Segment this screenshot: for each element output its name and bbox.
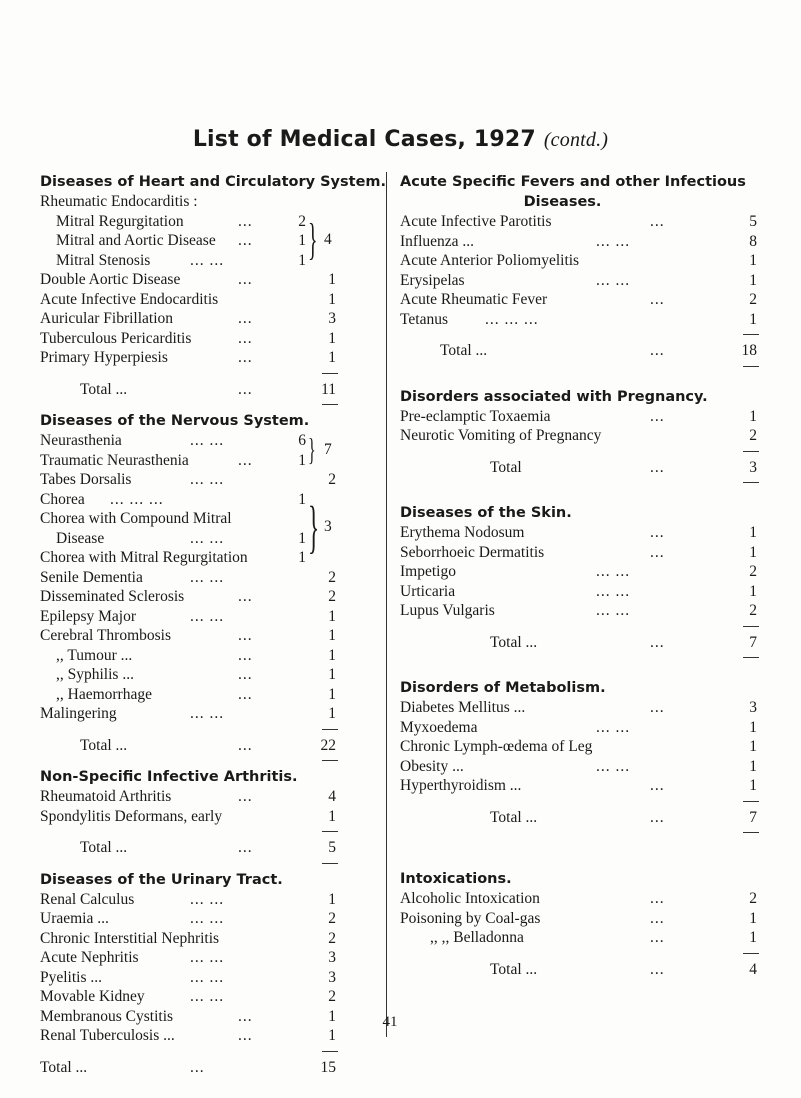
total-row: Total ... ... 7 — [490, 808, 757, 826]
subheading: Rheumatic Endocarditis : — [40, 193, 198, 210]
section-heading: Acute Specific Fevers and other Infectious — [400, 174, 746, 190]
list-item: Membranous Cystitis ... 1 — [40, 1007, 336, 1025]
list-item: Tetanus ... ... ... 1 — [400, 310, 757, 328]
list-item: Chorea ... ... ... 1 — [40, 490, 306, 508]
list-item: Chronic Interstitial Nephritis 2 — [40, 929, 336, 947]
total-row: Total ... ... 15 — [40, 1058, 336, 1076]
list-item: Primary Hyperpiesis ... 1 — [40, 349, 336, 366]
list-item: Acute Anterior Poliomyelitis 1 — [400, 252, 757, 269]
total-row: Total ... ... 7 — [490, 633, 757, 651]
list-item: Movable Kidney ... ... 2 — [40, 988, 336, 1005]
section-heading: Diseases of the Urinary Tract. — [40, 871, 283, 888]
rule — [400, 827, 765, 839]
list-item: Chronic Lymph-œdema of Leg 1 — [400, 738, 757, 755]
list-item: Traumatic Neurasthenia ... 1 — [40, 451, 306, 469]
list-item: Seborrhoeic Dermatitis ... 1 — [400, 543, 757, 561]
rule — [40, 755, 380, 767]
rule — [40, 399, 380, 411]
title-main: List of Medical Cases, 1927 — [192, 127, 536, 152]
section-heading: Non-Specific Infective Arthritis. — [40, 769, 298, 785]
list-item: Influenza ... ... ... 8 — [400, 232, 757, 250]
brace: } — [308, 214, 318, 264]
list-item: Myxoedema ... ... 1 — [400, 718, 757, 736]
list-item: Diabetes Mellitus ... ... 3 — [400, 699, 757, 716]
rule — [400, 477, 765, 489]
list-item: Acute Nephritis ... ... 3 — [40, 949, 336, 966]
list-item: Acute Infective Parotitis ... 5 — [400, 213, 757, 230]
section-heart — [40, 172, 387, 411]
list-item: Lupus Vulgaris ... ... 2 — [400, 602, 757, 619]
rule — [400, 329, 765, 341]
grouped-rows — [40, 212, 380, 271]
list-item: Disseminated Sclerosis ... 2 — [40, 588, 336, 605]
list-item: Chorea with Compound Mitral — [40, 510, 232, 527]
grouped-rows — [40, 490, 380, 568]
list-item: Disease ... ... 1 — [56, 529, 306, 547]
brace: } — [308, 493, 320, 559]
list-item: Pyelitis ... ... ... 3 — [40, 968, 336, 986]
section-fevers — [400, 172, 765, 373]
section-heading: Diseases of Heart and Circulatory System. — [40, 174, 387, 190]
section-heading: Disorders associated with Pregnancy. — [400, 388, 708, 405]
list-item: Hyperthyroidism ... ... 1 — [400, 777, 757, 794]
section-heading: Diseases of the Skin. — [400, 505, 572, 521]
page-title — [0, 127, 801, 152]
section-metabolism — [400, 678, 765, 839]
group-total: 7 — [324, 441, 332, 458]
list-item: Renal Tuberculosis ... ... 1 — [40, 1027, 336, 1044]
rule — [400, 361, 765, 373]
list-item: ,, ,, Belladonna ... 1 — [430, 929, 757, 946]
group-total: 4 — [324, 230, 332, 248]
list-item: ,, Haemorrhage ... 1 — [56, 685, 336, 703]
rule — [400, 446, 765, 458]
section-heading: Intoxications. — [400, 871, 512, 887]
list-item: Alcoholic Intoxication ... 2 — [400, 890, 757, 907]
list-item: Senile Dementia ... ... 2 — [40, 568, 336, 586]
rule — [40, 368, 380, 380]
title-contd: (contd.) — [543, 129, 609, 151]
list-item: Mitral Stenosis ... ... 1 — [56, 251, 306, 269]
section-arthritis — [40, 767, 380, 870]
total-row: Total ... ... 22 — [80, 736, 336, 754]
total-row: Total ... ... 5 — [80, 839, 336, 856]
brace: } — [308, 431, 316, 467]
page-number: 41 — [382, 1014, 398, 1030]
list-item: Cerebral Thrombosis ... 1 — [40, 627, 336, 644]
list-item: ,, Tumour ... ... 1 — [56, 646, 336, 664]
list-item: Malingering ... ... 1 — [40, 705, 336, 722]
rule — [400, 948, 765, 960]
list-item: Mitral Regurgitation ... 2 — [56, 212, 306, 230]
list-item: Chorea with Mitral Regurgitation 1 — [40, 549, 306, 566]
total-row: Total ... ... 4 — [490, 960, 757, 978]
section-pregnancy — [400, 387, 765, 490]
list-item: Tuberculous Pericarditis ... 1 — [40, 329, 336, 347]
section-skin — [400, 503, 765, 664]
section-heading-cont: Diseases. — [523, 194, 602, 210]
column-divider — [386, 172, 387, 1037]
section-intoxications — [400, 869, 765, 979]
rule — [40, 1046, 380, 1058]
right-column — [400, 172, 765, 979]
section-heading: Diseases of the Nervous System. — [40, 413, 310, 429]
list-item: Acute Infective Endocarditis 1 — [40, 290, 336, 308]
list-item: Erysipelas ... ... 1 — [400, 271, 757, 289]
list-item: Urticaria ... ... 1 — [400, 582, 757, 600]
grouped-rows — [40, 431, 380, 470]
list-item: Acute Rheumatic Fever ... 2 — [400, 291, 757, 308]
rule — [40, 858, 380, 870]
section-heading: Disorders of Metabolism. — [400, 680, 606, 696]
list-item: Poisoning by Coal-gas ... 1 — [400, 909, 757, 927]
list-item: Uraemia ... ... ... 2 — [40, 910, 336, 927]
list-item: Renal Calculus ... ... 1 — [40, 890, 336, 908]
rule — [40, 826, 380, 838]
list-item: Auricular Fibrillation ... 3 — [40, 310, 336, 327]
left-column — [40, 172, 387, 1077]
list-item: Impetigo ... ... 2 — [400, 563, 757, 580]
rule — [400, 796, 765, 808]
section-nervous — [40, 411, 380, 767]
list-item: Neurasthenia ... ... 6 — [40, 432, 306, 449]
list-item: Obesity ... ... ... 1 — [400, 757, 757, 775]
list-item: Rheumatoid Arthritis ... 4 — [40, 788, 336, 805]
section-urinary — [40, 870, 380, 1078]
list-item: Neurotic Vomiting of Pregnancy 2 — [400, 427, 757, 444]
rule — [400, 621, 765, 633]
list-item: Tabes Dorsalis ... ... 2 — [40, 471, 336, 488]
total-row: Total ... 3 — [490, 458, 757, 476]
list-item: Double Aortic Disease ... 1 — [40, 271, 336, 288]
list-item: Spondylitis Deformans, early 1 — [40, 807, 336, 825]
list-item: Erythema Nodosum ... 1 — [400, 524, 757, 541]
rule — [400, 652, 765, 664]
total-row: Total ... ... 18 — [440, 342, 757, 359]
list-item: Mitral and Aortic Disease ... 1 — [56, 232, 306, 249]
group-total: 3 — [324, 517, 332, 535]
list-item: Pre-eclamptic Toxaemia ... 1 — [400, 407, 757, 425]
rule — [40, 724, 380, 736]
list-item: Epilepsy Major ... ... 1 — [40, 607, 336, 625]
list-item: ,, Syphilis ... ... 1 — [56, 666, 336, 683]
total-row: Total ... ... 11 — [80, 380, 336, 398]
